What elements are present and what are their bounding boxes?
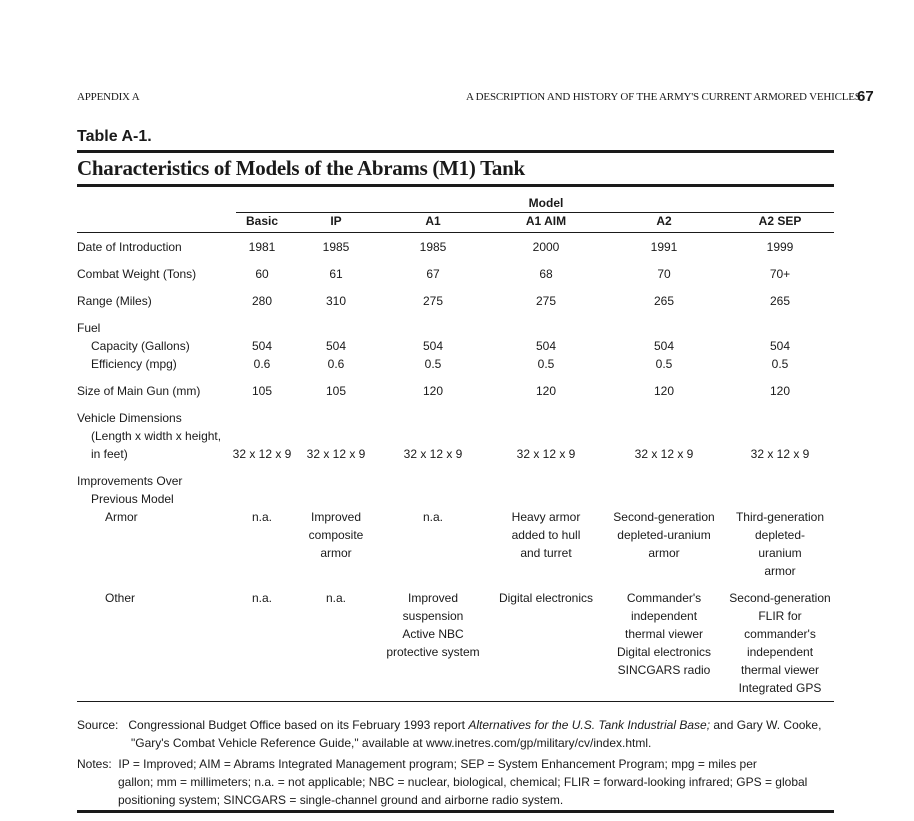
row-label-fuel: Fuel	[77, 321, 101, 335]
table-cell: depleted-uranium	[617, 528, 711, 542]
running-header-left: APPENDIX A	[77, 91, 140, 103]
title-top-rule	[77, 150, 834, 153]
table-cell: 275	[535, 294, 557, 308]
table-cell: 504	[422, 339, 444, 353]
table-cell: 0.5	[537, 357, 555, 371]
row-label-efficiency: Efficiency (mpg)	[91, 357, 177, 371]
row-label-dims-3: in feet)	[91, 447, 128, 461]
table-cell: and turret	[520, 546, 572, 560]
table-cell: independent	[630, 609, 698, 623]
table-cell: 0.5	[655, 357, 673, 371]
table-cell: thermal viewer	[740, 663, 820, 677]
column-header: A1	[425, 214, 441, 228]
table-cell: commander's	[744, 627, 816, 641]
row-label-weight: Combat Weight (Tons)	[77, 267, 197, 281]
model-group-header: Model	[528, 196, 564, 210]
notes-label: Notes:	[77, 757, 112, 771]
table-cell: 1985	[322, 240, 350, 254]
table-cell: 120	[653, 384, 675, 398]
table-cell: thermal viewer	[624, 627, 704, 641]
table-cell: 0.5	[771, 357, 789, 371]
table-cell: suspension	[402, 609, 464, 623]
table-cell: FLIR for	[758, 609, 802, 623]
table-cell: 32 x 12 x 9	[232, 447, 292, 461]
table-cell: 2000	[532, 240, 560, 254]
table-cell: 60	[255, 267, 269, 281]
source-text-italic: Alternatives for the U.S. Tank Industrial Base;	[468, 718, 711, 732]
column-header: A2 SEP	[758, 214, 802, 228]
table-cell: 32 x 12 x 9	[306, 447, 366, 461]
table-cell: 310	[325, 294, 347, 308]
table-cell: 0.6	[253, 357, 271, 371]
table-cell: 67	[426, 267, 440, 281]
table-cell: n.a.	[251, 510, 273, 524]
table-cell: armor	[764, 564, 796, 578]
table-cell: 1981	[248, 240, 276, 254]
row-label-capacity: Capacity (Gallons)	[91, 339, 190, 353]
table-cell: 105	[325, 384, 347, 398]
table-title: Characteristics of Models of the Abrams (M1) Tank	[77, 156, 525, 180]
row-label-improvements-1: Improvements Over	[77, 474, 183, 488]
table-cell: 32 x 12 x 9	[634, 447, 694, 461]
page-number: 67	[857, 88, 874, 105]
running-header-right: A DESCRIPTION AND HISTORY OF THE ARMY'S CURRENT ARMORED VEHICLES	[466, 91, 861, 103]
table-cell: 265	[769, 294, 791, 308]
table-cell: Second-generation	[613, 510, 715, 524]
table-cell: 105	[251, 384, 273, 398]
header-rule	[77, 232, 834, 233]
table-cell: Active NBC	[402, 627, 464, 641]
row-label-gun: Size of Main Gun (mm)	[77, 384, 201, 398]
row-label-dims-2: (Length x width x height,	[91, 429, 222, 443]
table-cell: Improved	[407, 591, 459, 605]
source-label: Source:	[77, 718, 119, 732]
table-cell: 70	[657, 267, 671, 281]
row-label-dims-1: Vehicle Dimensions	[77, 411, 182, 425]
table-cell: Heavy armor	[511, 510, 581, 524]
column-header: IP	[330, 214, 342, 228]
table-cell: 32 x 12 x 9	[750, 447, 810, 461]
table-cell: composite	[308, 528, 364, 542]
table-cell: 68	[539, 267, 553, 281]
table-cell: 1991	[650, 240, 678, 254]
notes-line-1	[77, 755, 757, 773]
table-cell: 0.6	[327, 357, 345, 371]
row-label-improvements-2: Previous Model	[91, 492, 174, 506]
table-label: Table A-1.	[77, 128, 152, 145]
table-cell: armor	[648, 546, 680, 560]
table-cell: 1985	[419, 240, 447, 254]
row-label-armor: Armor	[105, 510, 138, 524]
source-note	[77, 716, 821, 734]
table-cell: armor	[320, 546, 352, 560]
column-header: Basic	[245, 214, 279, 228]
table-cell: 61	[329, 267, 343, 281]
table-cell: Third-generation	[735, 510, 825, 524]
bottom-rule	[77, 810, 834, 813]
table-cell: SINCGARS radio	[617, 663, 711, 677]
table-cell: uranium	[758, 546, 802, 560]
table-cell: 504	[769, 339, 791, 353]
table-cell: n.a.	[422, 510, 444, 524]
table-cell: 275	[422, 294, 444, 308]
table-cell: 1999	[766, 240, 794, 254]
table-cell: 0.5	[424, 357, 442, 371]
table-cell: Digital electronics	[616, 645, 712, 659]
notes-line-2: gallon; mm = millimeters; n.a. = not applicable; NBC = nuclear, biological, chemical; FLIR = forward-looking infrared; GPS = global	[118, 775, 808, 789]
row-label-other: Other	[105, 591, 136, 605]
source-text-before: Congressional Budget Office based on its February 1993 report	[128, 718, 469, 732]
table-cell: depleted-	[754, 528, 806, 542]
notes-line-3: positioning system; SINCGARS = single-channel ground and airborne radio system.	[118, 793, 564, 807]
table-cell: Commander's	[626, 591, 702, 605]
table-cell: 120	[535, 384, 557, 398]
table-cell: 32 x 12 x 9	[403, 447, 463, 461]
source-text-after: and Gary W. Cooke,	[710, 718, 822, 732]
table-cell: independent	[746, 645, 814, 659]
notes-text-1: IP = Improved; AIM = Abrams Integrated Management program; SEP = System Enhancement Program; mpg = miles per	[118, 757, 757, 771]
row-label-range: Range (Miles)	[77, 294, 152, 308]
table-cell: 280	[251, 294, 273, 308]
table-cell: 504	[535, 339, 557, 353]
table-cell: 32 x 12 x 9	[516, 447, 576, 461]
column-header: A2	[656, 214, 672, 228]
table-cell: protective system	[386, 645, 480, 659]
table-cell: Second-generation	[729, 591, 831, 605]
table-cell: n.a.	[325, 591, 347, 605]
row-label-date: Date of Introduction	[77, 240, 182, 254]
table-cell: 504	[653, 339, 675, 353]
table-cell: 265	[653, 294, 675, 308]
table-cell: 504	[325, 339, 347, 353]
table-cell: Integrated GPS	[738, 681, 822, 695]
table-cell: 120	[422, 384, 444, 398]
table-cell: n.a.	[251, 591, 273, 605]
table-cell: 120	[769, 384, 791, 398]
table-cell: 504	[251, 339, 273, 353]
source-line-2: "Gary's Combat Vehicle Reference Guide," available at www.inetres.com/gp/military/cv/index.html.	[131, 736, 652, 750]
title-bottom-rule	[77, 184, 834, 187]
table-cell: Improved	[310, 510, 362, 524]
column-header: A1 AIM	[525, 214, 567, 228]
table-cell: Digital electronics	[498, 591, 594, 605]
table-cell: added to hull	[511, 528, 581, 542]
table-bottom-rule	[77, 701, 834, 702]
table-cell: 70+	[769, 267, 791, 281]
